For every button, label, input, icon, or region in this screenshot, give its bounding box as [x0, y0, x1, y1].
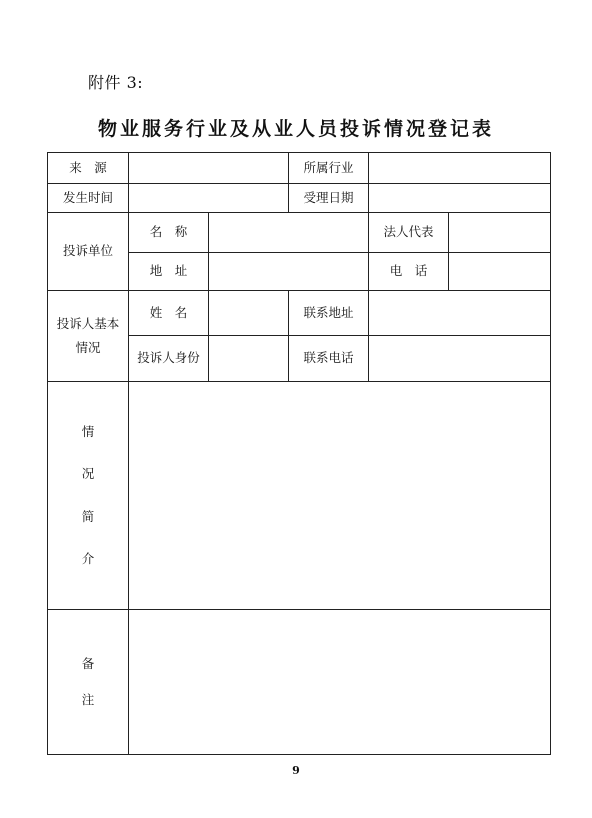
unit-name-field[interactable] — [209, 213, 368, 252]
summary-char: 情 — [81, 423, 95, 439]
legal-rep-field[interactable] — [449, 213, 550, 252]
address-label: 地 址 — [149, 263, 188, 279]
accepted-date-label: 受理日期 — [303, 189, 354, 205]
unit-name-label: 名 称 — [149, 224, 188, 240]
complainant-info-label — [48, 291, 128, 381]
complained-unit-label: 投诉单位 — [62, 243, 113, 259]
summary-char: 介 — [81, 551, 95, 566]
complainant-info-line2: 情况 — [75, 340, 101, 355]
summary-char: 况 — [81, 466, 95, 481]
industry-field[interactable] — [369, 153, 550, 183]
complainant-identity-label: 投诉人身份 — [137, 350, 200, 366]
accepted-date-field[interactable] — [369, 184, 550, 212]
phone-label: 电 话 — [389, 263, 428, 279]
summary-field[interactable] — [129, 382, 550, 609]
attachment-label: 附件 3: — [88, 73, 144, 92]
occurred-time-field[interactable] — [129, 184, 288, 212]
remark-field[interactable] — [129, 610, 550, 754]
complainant-info-line1: 投诉人基本 — [56, 315, 120, 331]
phone-field[interactable] — [449, 253, 550, 290]
page-number: 9 — [292, 764, 300, 777]
contact-phone-field[interactable] — [369, 336, 550, 381]
source-label: 来 源 — [69, 159, 107, 175]
contact-phone-label: 联系电话 — [303, 350, 354, 366]
remark-char: 注 — [81, 692, 95, 707]
legal-rep-label: 法人代表 — [383, 224, 434, 240]
summary-char: 简 — [81, 508, 95, 524]
person-name-label: 姓 名 — [149, 304, 188, 320]
complainant-identity-field[interactable] — [209, 336, 288, 381]
remark-char: 备 — [81, 655, 95, 671]
form-title: 物业服务行业及从业人员投诉情况登记表 — [97, 118, 494, 140]
person-name-field[interactable] — [209, 291, 288, 335]
contact-address-field[interactable] — [369, 291, 550, 335]
remark-label — [48, 610, 128, 754]
summary-label — [48, 382, 128, 609]
contact-address-label: 联系地址 — [303, 304, 354, 320]
table-border-right — [550, 152, 551, 755]
address-field[interactable] — [209, 253, 368, 290]
occurred-time-label: 发生时间 — [62, 189, 113, 205]
table-border-bottom — [47, 754, 551, 755]
industry-label: 所属行业 — [303, 159, 354, 175]
source-field[interactable] — [129, 153, 288, 183]
